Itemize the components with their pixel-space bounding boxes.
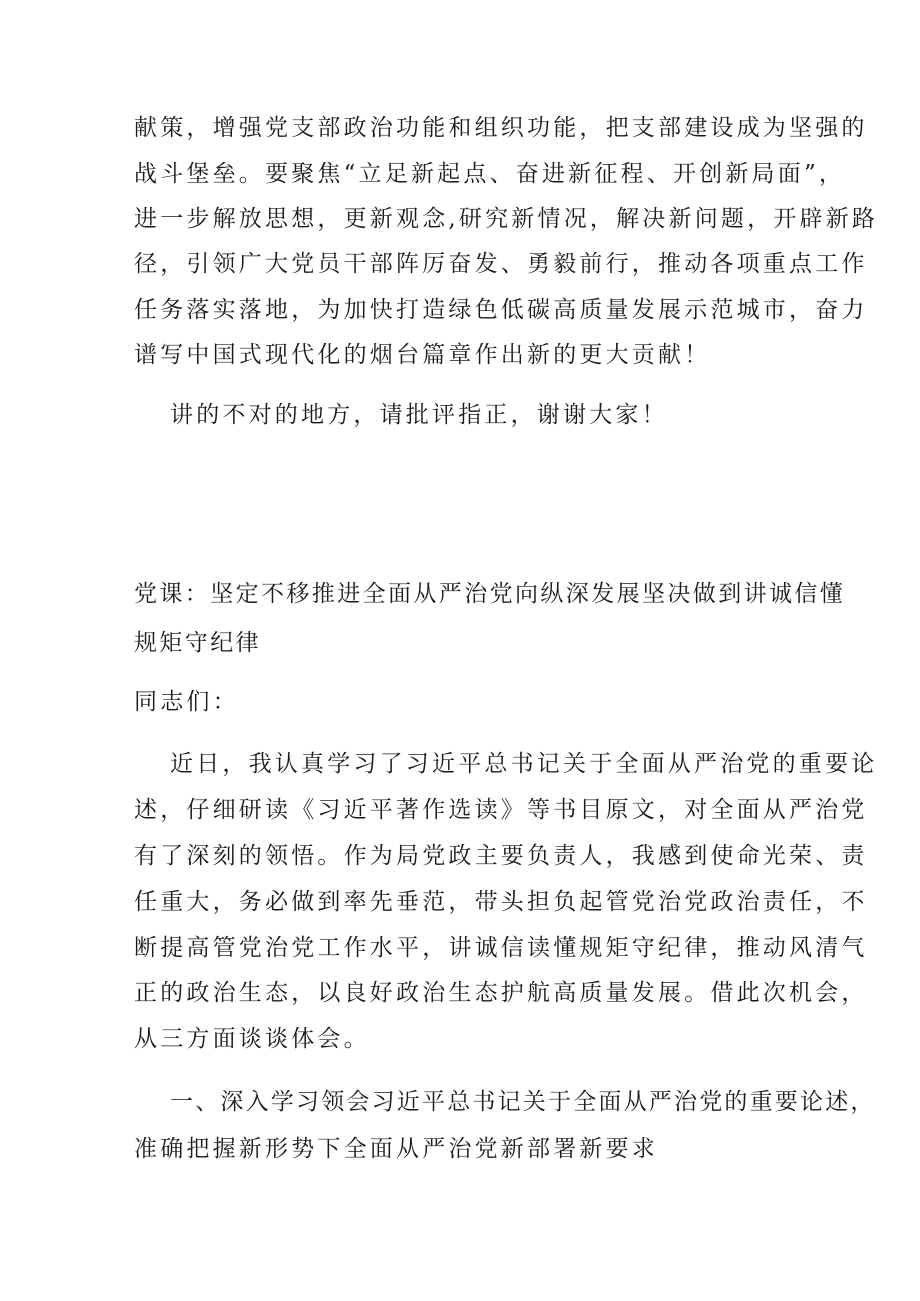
text-line: 近日，我认真学习了习近平总书记关于全面从严治党的重要论 [170,751,878,777]
title-line: 规矩守纪律 [134,630,261,656]
text-line: 断提高管党治党工作水平，讲诚信读懂规矩守纪律，推动风清气 [134,935,868,961]
salutation: 同志们： [134,689,239,715]
text-line: 任务落实落地，为加快打造绿色低碳高质量发展示范城市，奋力 [134,297,868,323]
closing-remark: 讲的不对的地方，请批评指正，谢谢大家！ [170,402,668,428]
text-line: 径，引领广大党员干部阵厉奋发、勇毅前行，推动各项重点工作 [134,251,868,277]
heading-line: 准确把握新形势下全面从严治党新部署新要求 [134,1136,658,1162]
heading-line: 一、深入学习领会习近平总书记关于全面从严治党的重要论述， [170,1089,876,1115]
text-line: 进一步解放思想，更新观念,研究新情况，解决新问题，开辟新路 [134,206,879,232]
text-line: 从三方面谈谈体会。 [134,1026,370,1052]
text-line: 献策，增强党支部政治功能和组织功能，把支部建设成为坚强的 [134,115,868,141]
text-line: 有了深刻的领悟。作为局党政主要负责人，我感到使命光荣、责 [134,843,868,869]
text-line: 谱写中国式现代化的烟台篇章作出新的更大贡献！ [134,342,711,368]
text-line: 述，仔细研读《习近平著作选读》等书目原文，对全面从严治党 [134,797,868,823]
title-line: 党课：坚定不移推进全面从严治党向纵深发展坚决做到讲诚信懂 [134,581,846,607]
text-line: 任重大，务必做到率先垂范，带头担负起管党治党政治责任，不 [134,889,868,915]
text-line: 战斗堡垒。要聚焦“立足新起点、奋进新征程、开创新局面”， [134,161,846,187]
text-line: 正的政治生态，以良好政治生态护航高质量发展。借此次机会， [134,980,868,1006]
